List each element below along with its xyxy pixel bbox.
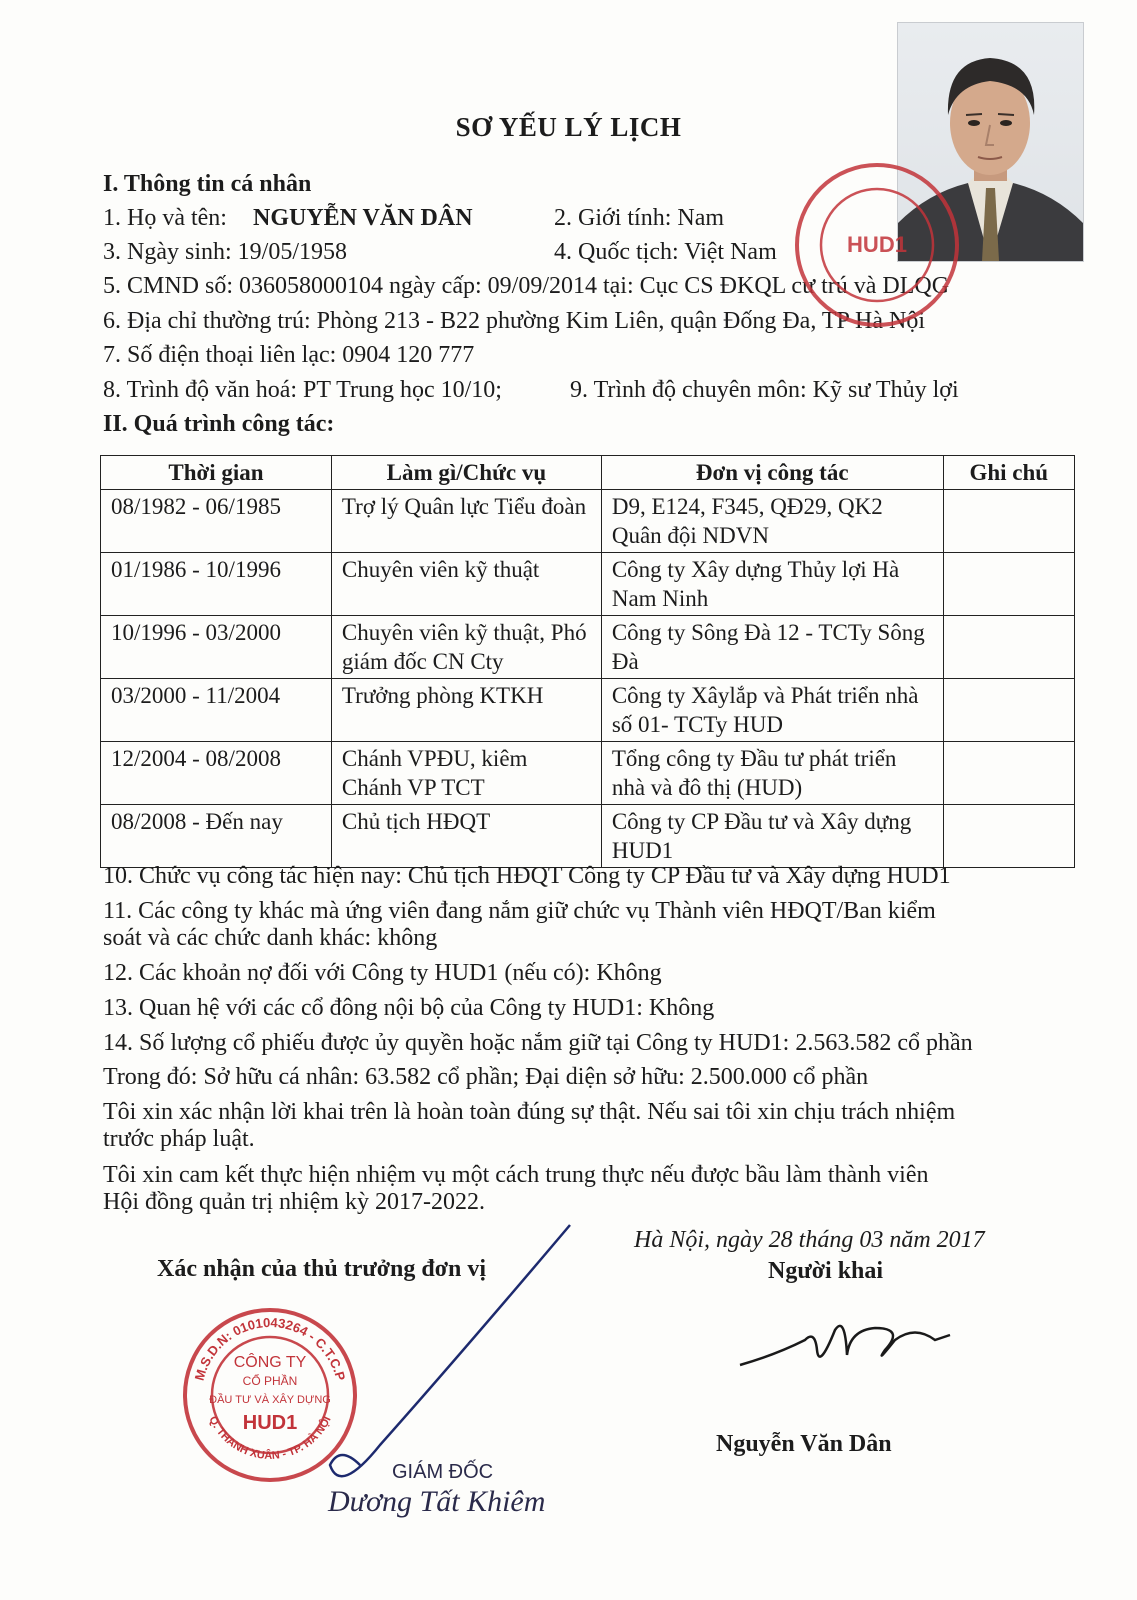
section-personal-info: I. Thông tin cá nhân — [103, 171, 312, 197]
cell-time: 08/1982 - 06/1985 — [101, 490, 332, 553]
cell-note — [943, 553, 1074, 616]
cell-note — [943, 742, 1074, 805]
table-row — [101, 553, 1075, 616]
item-shares: 14. Số lượng cổ phiếu được ủy quyền hoặc nắm giữ tại Công ty HUD1: 2.563.582 cổ phần — [103, 1030, 973, 1056]
header-time: Thời gian — [101, 456, 332, 490]
fullname-value: NGUYỄN VĂN DÂN — [252, 205, 473, 231]
cell-unit: Công ty Xây dựng Thủy lợi Hà Nam Ninh — [601, 553, 943, 616]
confirm-statement-1: Tôi xin xác nhận lời khai trên là hoàn toàn đúng sự thật. Nếu sai tôi xin chịu trách nhiệm — [103, 1099, 956, 1125]
left-signature-heading: Xác nhận của thủ trưởng đơn vị — [157, 1256, 487, 1282]
cell-unit: D9, E124, F345, QĐ29, QK2 Quân đội NDVN — [601, 490, 943, 553]
education-field: 8. Trình độ văn hoá: PT Trung học 10/10; — [103, 377, 502, 403]
section-work-history: II. Quá trình công tác: — [103, 411, 335, 437]
profession-field: 9. Trình độ chuyên môn: Kỹ sư Thủy lợi — [570, 377, 959, 403]
seal-outer-text: M.S.D.N: 0101043264 - C.T.C.P — [191, 1314, 349, 1383]
document-title: SƠ YẾU LÝ LỊCH — [455, 112, 682, 142]
table-row — [101, 679, 1075, 742]
commit-statement-1: Tôi xin cam kết thực hiện nhiệm vụ một cách trung thực nếu được bầu làm thành viên — [103, 1162, 929, 1188]
confirm-statement-2: trước pháp luật. — [103, 1126, 255, 1152]
cell-role: Trưởng phòng KTKH — [331, 679, 601, 742]
cell-time: 12/2004 - 08/2008 — [101, 742, 332, 805]
cell-time: 10/1996 - 03/2000 — [101, 616, 332, 679]
address-field: 6. Địa chỉ thường trú: Phòng 213 - B22 phường Kim Liên, quận Đống Đa, TP Hà Nội — [103, 308, 925, 334]
declarant-name: Nguyễn Văn Dân — [716, 1431, 892, 1457]
director-title: GIÁM ĐỐC — [392, 1461, 494, 1483]
cell-time: 01/1986 - 10/1996 — [101, 553, 332, 616]
director-name: Dương Tất Khiêm — [328, 1485, 546, 1518]
seal-line1: CÔNG TY — [233, 1354, 307, 1371]
item-current-position: 10. Chức vụ công tác hiện nay: Chủ tịch HĐQT Công ty CP Đầu tư và Xây dựng HUD1 — [103, 863, 951, 889]
item-relations: 13. Quan hệ với các cổ đông nội bộ của Công ty HUD1: Không — [103, 995, 715, 1021]
cell-unit: Công ty Sông Đà 12 - TCTy Sông Đà — [601, 616, 943, 679]
item-shares-detail: Trong đó: Sở hữu cá nhân: 63.582 cổ phần; Đại diện sở hữu: 2.500.000 cổ phần — [103, 1064, 869, 1090]
table-header-row — [101, 456, 1075, 490]
cell-unit: Tổng công ty Đầu tư phát triển nhà và đô thị (HUD) — [601, 742, 943, 805]
cell-role: Chánh VPĐU, kiêm Chánh VP TCT — [331, 742, 601, 805]
place-date: Hà Nội, ngày 28 tháng 03 năm 2017 — [634, 1227, 985, 1253]
seal-bottom-text: Q. THANH XUÂN - TP. HÀ NỘI — [206, 1414, 334, 1462]
commit-statement-2: Hội đồng quản trị nhiệm kỳ 2017-2022. — [103, 1189, 485, 1215]
item-other-positions-2: soát và các chức danh khác: không — [103, 925, 438, 951]
header-unit: Đơn vị công tác — [601, 456, 943, 490]
seal-line3: ĐẦU TƯ VÀ XÂY DỰNG — [209, 1394, 331, 1406]
cell-time: 08/2008 - Đến nay — [101, 805, 332, 868]
right-signature-heading: Người khai — [768, 1258, 884, 1284]
cell-role: Chuyên viên kỹ thuật, Phó giám đốc CN Cty — [331, 616, 601, 679]
table-row — [101, 616, 1075, 679]
fullname-label: 1. Họ và tên: — [103, 205, 227, 231]
cell-role: Chuyên viên kỹ thuật — [331, 553, 601, 616]
table-row — [101, 490, 1075, 553]
table-row — [101, 742, 1075, 805]
item-debts: 12. Các khoản nợ đối với Công ty HUD1 (nếu có): Không — [103, 960, 662, 986]
id-card-field: 5. CMND số: 036058000104 ngày cấp: 09/09/2014 tại: Cục CS ĐKQL cư trú và DLQG — [103, 273, 950, 299]
cell-note — [943, 616, 1074, 679]
cell-role: Trợ lý Quân lực Tiểu đoàn — [331, 490, 601, 553]
company-seal-upper — [792, 160, 962, 330]
gender-field: 2. Giới tính: Nam — [554, 205, 725, 231]
header-role: Làm gì/Chức vụ — [331, 456, 601, 490]
seal-upper-name: HUD1 — [847, 232, 907, 257]
cell-note — [943, 679, 1074, 742]
work-history-table — [100, 455, 1075, 868]
table-row — [101, 805, 1075, 868]
cell-note — [943, 490, 1074, 553]
cell-time: 03/2000 - 11/2004 — [101, 679, 332, 742]
nationality-field: 4. Quốc tịch: Việt Nam — [554, 239, 777, 265]
seal-line2: CỔ PHẦN — [242, 1374, 298, 1388]
cell-note — [943, 805, 1074, 868]
phone-field: 7. Số điện thoại liên lạc: 0904 120 777 — [103, 342, 475, 368]
seal-line4: HUD1 — [242, 1412, 298, 1434]
fullname-row — [103, 204, 473, 232]
cell-unit: Công ty CP Đầu tư và Xây dựng HUD1 — [601, 805, 943, 868]
dob-field: 3. Ngày sinh: 19/05/1958 — [103, 239, 347, 265]
cell-role: Chủ tịch HĐQT — [331, 805, 601, 868]
header-note: Ghi chú — [943, 456, 1074, 490]
declarant-signature — [735, 1310, 965, 1380]
item-other-positions-1: 11. Các công ty khác mà ứng viên đang nắm giữ chức vụ Thành viên HĐQT/Ban kiểm — [103, 898, 936, 924]
cell-unit: Công ty Xâylắp và Phát triển nhà số 01- TCTy HUD — [601, 679, 943, 742]
